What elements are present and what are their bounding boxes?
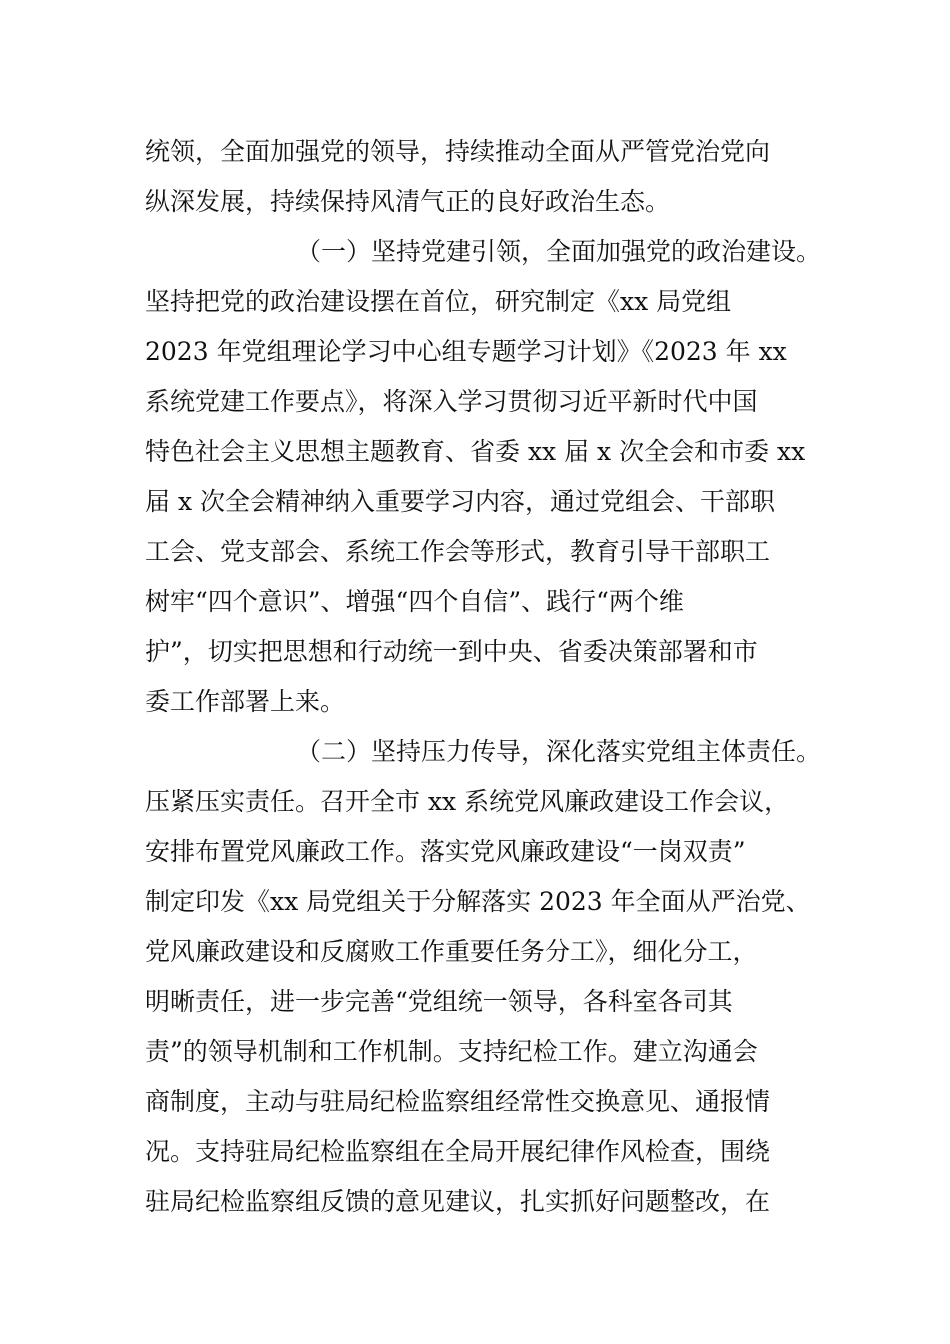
- text-line: 工会、党支部会、系统工作会等形式，教育引导干部职工: [145, 537, 771, 566]
- text-line: 压紧压实责任。召开全市 xx 系统党风廉政建设工作会议，: [145, 787, 790, 816]
- text-line: 驻局纪检监察组反馈的意见建议，扎实抓好问题整改，在: [145, 1187, 771, 1216]
- text-line: 纵深发展，持续保持风清气正的良好政治生态。: [145, 187, 671, 216]
- section-heading: （二）坚持压力传导，深化落实党组主体责任。: [296, 737, 822, 766]
- text-line: 委工作部署上来。: [145, 687, 346, 716]
- text-line: 坚持把党的政治建设摆在首位，研究制定《xx 局党组: [145, 287, 732, 316]
- text-line: 责”的领导机制和工作机制。支持纪检工作。建立沟通会: [145, 1037, 758, 1066]
- text-line: 特色社会主义思想主题教育、省委 xx 届 x 次全会和市委 xx: [145, 437, 806, 466]
- text-line: 2023 年党组理论学习中心组专题学习计划》《2023 年 xx: [145, 337, 787, 366]
- text-line: 统领，全面加强党的领导，持续推动全面从严管党治党向: [145, 137, 771, 166]
- text-line: 商制度，主动与驻局纪检监察组经常性交换意见、通报情: [145, 1087, 771, 1116]
- section-heading: （一）坚持党建引领，全面加强党的政治建设。: [296, 237, 822, 266]
- text-line: 树牢“四个意识”、增强“四个自信”、践行“两个维: [145, 587, 684, 616]
- text-line: 党风廉政建设和反腐败工作重要任务分工》，细化分工，: [145, 937, 758, 966]
- text-line: 明晰责任，进一步完善“党组统一领导，各科室各司其: [145, 987, 733, 1016]
- text-line: 系统党建工作要点》，将深入学习贯彻习近平新时代中国: [145, 387, 758, 416]
- text-line: 护”，切实把思想和行动统一到中央、省委决策部署和市: [145, 637, 758, 666]
- text-line: 况。支持驻局纪检监察组在全局开展纪律作风检查，围绕: [145, 1137, 771, 1166]
- text-line: 届 x 次全会精神纳入重要学习内容，通过党组会、干部职: [145, 487, 775, 516]
- text-line: 安排布置党风廉政工作。落实党风廉政建设“一岗双责”: [145, 837, 746, 866]
- text-line: 制定印发《xx 局党组关于分解落实 2023 年全面从严治党、: [145, 887, 811, 916]
